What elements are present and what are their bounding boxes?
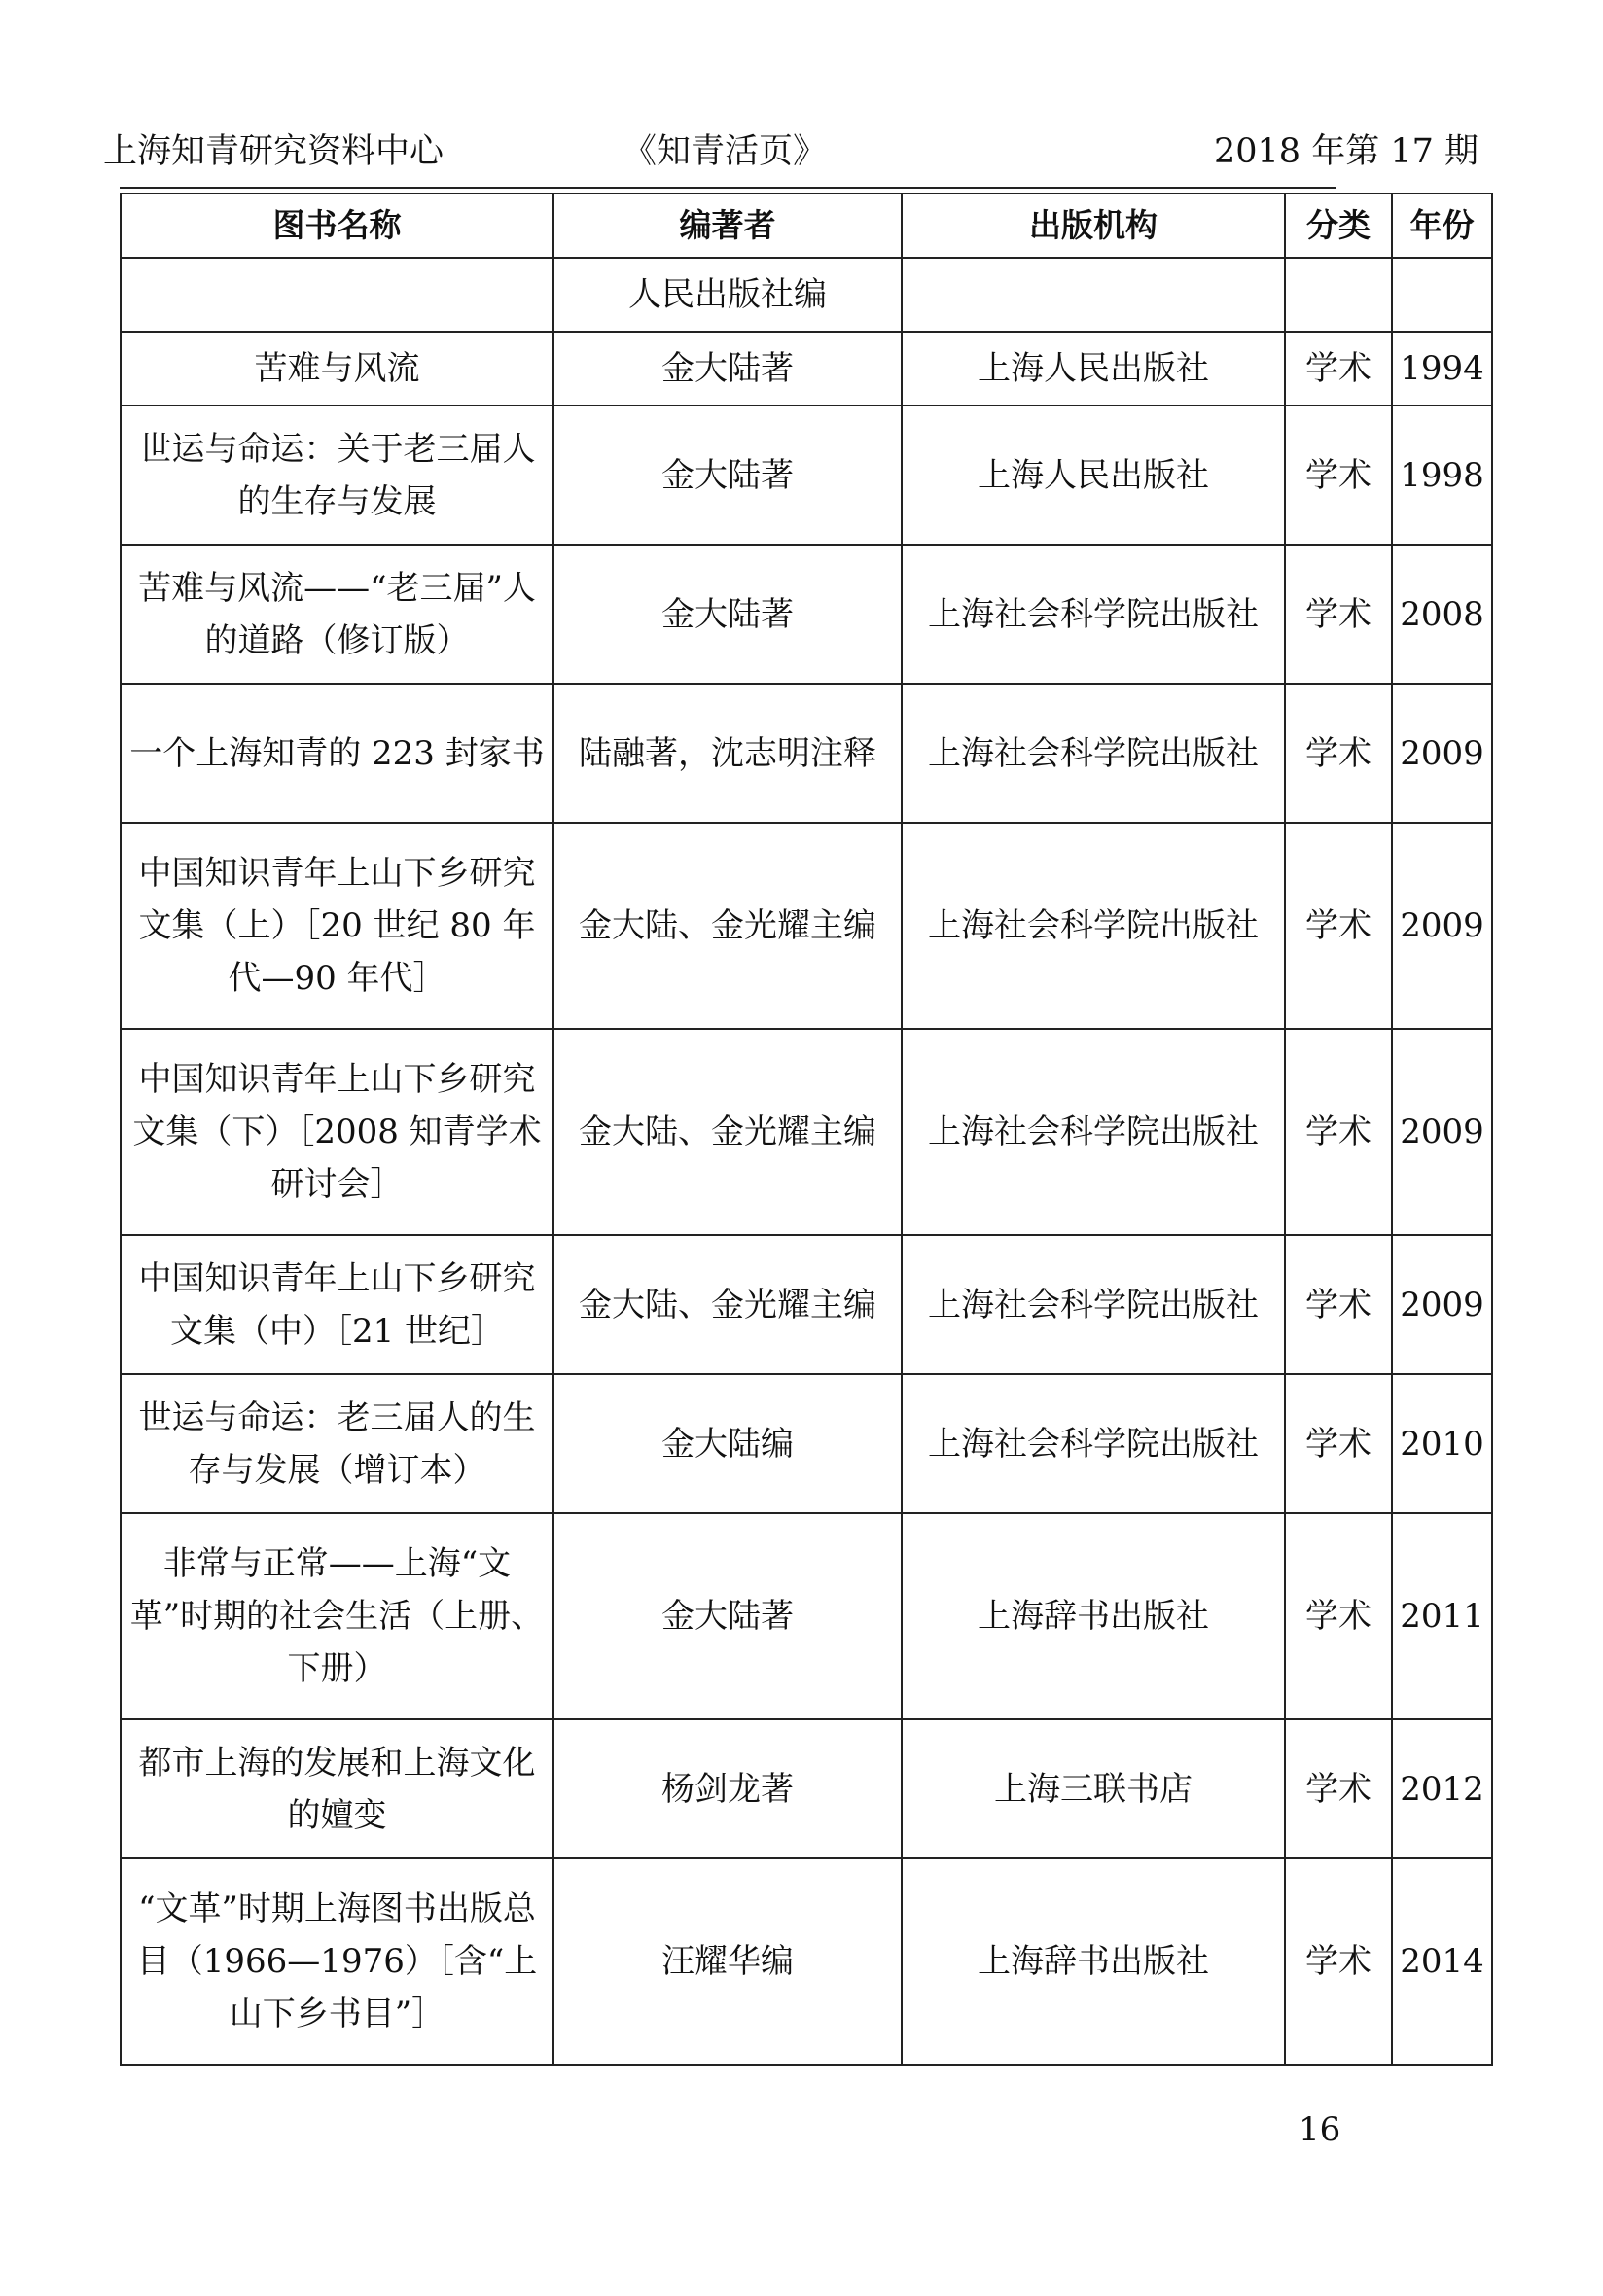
table-row <box>121 1029 1492 1235</box>
table-row <box>121 1374 1492 1513</box>
book-author: 金大陆、金光耀主编 <box>553 1029 902 1235</box>
table-header <box>121 194 1492 258</box>
book-year: 2009 <box>1392 1029 1492 1235</box>
table-row <box>121 1513 1492 1719</box>
book-category <box>1285 258 1392 332</box>
book-category: 学术 <box>1285 1235 1392 1374</box>
column-header-year: 年份 <box>1392 194 1492 258</box>
book-publisher: 上海社会科学院出版社 <box>902 545 1285 684</box>
book-year: 2009 <box>1392 823 1492 1029</box>
header-issue: 2018 年第 17 期 <box>1214 132 1478 171</box>
book-year: 2009 <box>1392 684 1492 823</box>
table-row <box>121 1235 1492 1374</box>
book-category: 学术 <box>1285 406 1392 545</box>
book-category: 学术 <box>1285 823 1392 1029</box>
book-year: 2010 <box>1392 1374 1492 1513</box>
book-publisher: 上海三联书店 <box>902 1719 1285 1858</box>
book-year: 2008 <box>1392 545 1492 684</box>
column-header-title: 图书名称 <box>121 194 553 258</box>
book-title: “文革”时期上海图书出版总目（1966—1976）［含“上山下乡书目”］ <box>121 1858 553 2065</box>
book-title: 苦难与风流——“老三届”人的道路（修订版） <box>121 545 553 684</box>
book-title: 中国知识青年上山下乡研究文集（下）［2008 知青学术研讨会］ <box>121 1029 553 1235</box>
book-title: 中国知识青年上山下乡研究文集（中）［21 世纪］ <box>121 1235 553 1374</box>
header-rule <box>120 187 1336 189</box>
table-row <box>121 406 1492 545</box>
book-author: 金大陆、金光耀主编 <box>553 823 902 1029</box>
book-category: 学术 <box>1285 545 1392 684</box>
book-category: 学术 <box>1285 1374 1392 1513</box>
table-row <box>121 258 1492 332</box>
book-year: 2011 <box>1392 1513 1492 1719</box>
table-row <box>121 545 1492 684</box>
book-title: 世运与命运：关于老三届人的生存与发展 <box>121 406 553 545</box>
book-publisher: 上海辞书出版社 <box>902 1513 1285 1719</box>
book-author: 金大陆编 <box>553 1374 902 1513</box>
column-header-author: 编著者 <box>553 194 902 258</box>
book-title: 都市上海的发展和上海文化的嬗变 <box>121 1719 553 1858</box>
book-author: 金大陆著 <box>553 1513 902 1719</box>
book-publisher: 上海社会科学院出版社 <box>902 684 1285 823</box>
book-publisher <box>902 258 1285 332</box>
book-title: 苦难与风流 <box>121 332 553 406</box>
header-publication: 《知青活页》 <box>623 132 828 171</box>
book-title: 非常与正常——上海“文革”时期的社会生活（上册、下册） <box>121 1513 553 1719</box>
book-year: 1998 <box>1392 406 1492 545</box>
book-year <box>1392 258 1492 332</box>
book-publisher: 上海社会科学院出版社 <box>902 1374 1285 1513</box>
book-author: 金大陆、金光耀主编 <box>553 1235 902 1374</box>
book-publisher: 上海辞书出版社 <box>902 1858 1285 2065</box>
book-table <box>120 193 1493 2066</box>
book-category: 学术 <box>1285 332 1392 406</box>
column-header-publisher: 出版机构 <box>902 194 1285 258</box>
book-publisher: 上海社会科学院出版社 <box>902 1029 1285 1235</box>
book-year: 2012 <box>1392 1719 1492 1858</box>
table-row <box>121 684 1492 823</box>
book-title <box>121 258 553 332</box>
book-author: 金大陆著 <box>553 332 902 406</box>
book-title: 一个上海知青的 223 封家书 <box>121 684 553 823</box>
table-row <box>121 332 1492 406</box>
book-title: 世运与命运：老三届人的生存与发展（增订本） <box>121 1374 553 1513</box>
book-author: 汪耀华编 <box>553 1858 902 2065</box>
book-author: 金大陆著 <box>553 545 902 684</box>
book-category: 学术 <box>1285 1719 1392 1858</box>
header-organization: 上海知青研究资料中心 <box>103 132 445 171</box>
table-row <box>121 1858 1492 2065</box>
book-author: 金大陆著 <box>553 406 902 545</box>
table-body <box>121 258 1492 2065</box>
book-category: 学术 <box>1285 1858 1392 2065</box>
book-category: 学术 <box>1285 684 1392 823</box>
page-header <box>0 124 1603 183</box>
book-year: 2014 <box>1392 1858 1492 2065</box>
table-row <box>121 1719 1492 1858</box>
book-author: 人民出版社编 <box>553 258 902 332</box>
book-author: 陆融著，沈志明注释 <box>553 684 902 823</box>
book-publisher: 上海人民出版社 <box>902 332 1285 406</box>
book-publisher: 上海人民出版社 <box>902 406 1285 545</box>
table-row <box>121 823 1492 1029</box>
book-title: 中国知识青年上山下乡研究文集（上）［20 世纪 80 年代—90 年代］ <box>121 823 553 1029</box>
book-year: 2009 <box>1392 1235 1492 1374</box>
book-publisher: 上海社会科学院出版社 <box>902 1235 1285 1374</box>
book-publisher: 上海社会科学院出版社 <box>902 823 1285 1029</box>
page-number: 16 <box>1299 2110 1341 2149</box>
book-category: 学术 <box>1285 1513 1392 1719</box>
book-category: 学术 <box>1285 1029 1392 1235</box>
book-author: 杨剑龙著 <box>553 1719 902 1858</box>
book-year: 1994 <box>1392 332 1492 406</box>
column-header-category: 分类 <box>1285 194 1392 258</box>
